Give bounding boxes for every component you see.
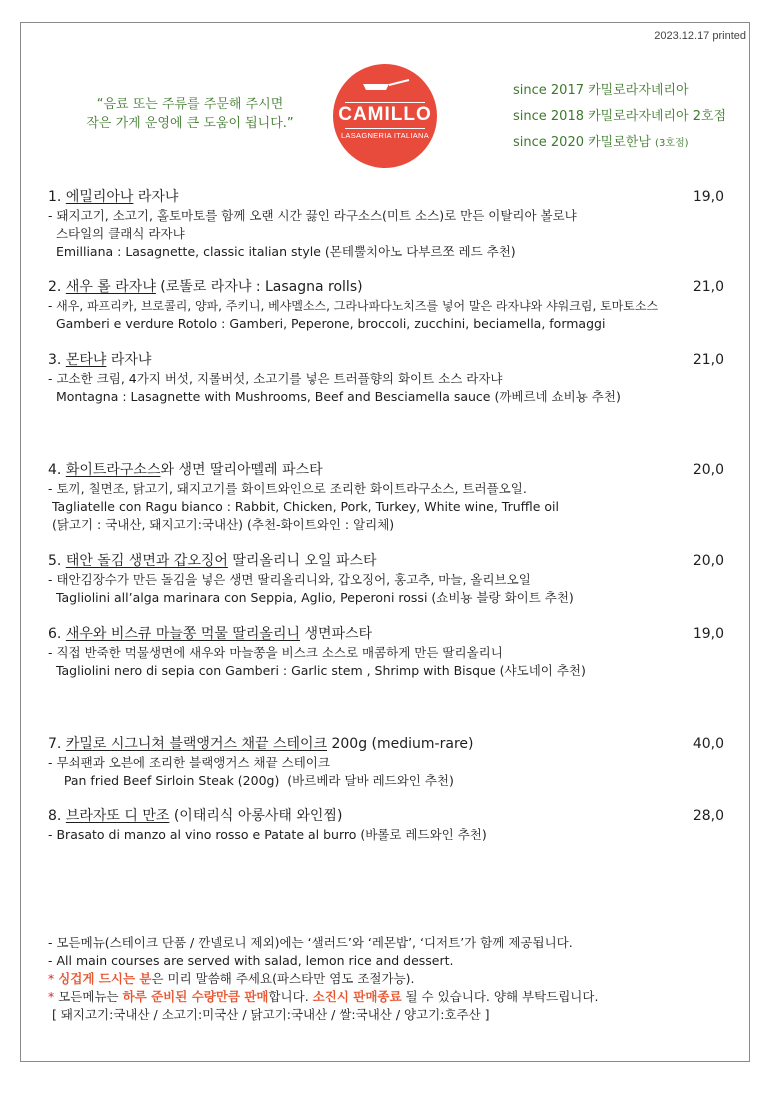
since-line-2: [513, 104, 726, 130]
logo-rule-top: [345, 102, 425, 103]
note-salt-adjust: [48, 970, 738, 988]
item-number: 2.: [48, 279, 62, 295]
item-price: 21,0: [692, 279, 724, 295]
item-price: 28,0: [692, 808, 724, 824]
item-description: Tagliolini all’alga marinara con Seppia, Aglio, Peperoni rossi (쇼비뇽 블랑 화이트 추천): [48, 590, 574, 605]
item-price: 21,0: [692, 352, 724, 368]
note-highlight: 소진시 판매종료: [312, 989, 402, 1004]
menu-item-title: [48, 460, 738, 480]
menu-frame: [20, 22, 750, 1062]
item-description: 스타일의 클래식 라자냐: [48, 226, 185, 241]
quote-line-2: 작은 가게 운영에 큰 도움이 됩니다.”: [86, 116, 294, 131]
item-price: 20,0: [692, 553, 724, 569]
note-highlight: 하루 준비된 수량만큼 판매: [122, 989, 269, 1004]
pan-icon: [359, 78, 411, 92]
item-name-suffix: (로똘로 라자냐 : Lasagna rolls): [155, 279, 363, 295]
menu-item-title: [48, 551, 738, 571]
since-text: since 2020 카밀로한남: [513, 135, 656, 150]
item-number: 3.: [48, 352, 62, 368]
menu-item-title: [48, 734, 738, 754]
menu-item-3: [48, 350, 738, 406]
since-text: since 2017 카밀로라자녜리아: [513, 83, 689, 98]
quote-line-1: “음료 또는 주류를 주문해 주시면: [96, 97, 284, 112]
item-description: (닭고기 : 국내산, 돼지고기:국내산) (추천-화이트와인 : 알리체): [48, 517, 395, 532]
menu-item-7: [48, 734, 738, 790]
note-text: 합니다.: [268, 989, 313, 1004]
menu-notes: [48, 934, 738, 1024]
menu-item-6: [48, 624, 738, 680]
logo-rule-bottom: [345, 128, 425, 129]
note-highlight: 싱겁게 드시는 분: [58, 971, 152, 986]
note-text: 은 미리 말씀해 주세요(파스타만 염도 조절가능).: [151, 971, 415, 986]
item-number: 5.: [48, 553, 62, 569]
menu-item-5: [48, 551, 738, 607]
since-text: since 2018 카밀로라자녜리아 2호점: [513, 109, 727, 124]
item-description: - Brasato di manzo al vino rosso e Patate al burro (바롤로 레드와인 추천): [48, 827, 487, 842]
order-request-quote: [70, 95, 310, 133]
item-price: 19,0: [692, 189, 724, 205]
item-name-suffix: (이태리식 아롱사태 와인찜): [169, 808, 343, 824]
item-description: Tagliatelle con Ragu bianco : Rabbit, Chicken, Pork, Turkey, White wine, Truffle oil: [48, 499, 560, 514]
since-line-3: [513, 130, 726, 157]
note-included-sides-english: - All main courses are served with salad, lemon rice and dessert.: [48, 953, 454, 968]
menu-item-2: [48, 277, 738, 333]
menu-item-title: [48, 277, 738, 297]
item-name: 새우 롤 라자냐: [65, 279, 156, 295]
item-name: 태안 돌김 생면과 갑오징어: [65, 553, 228, 569]
note-origin: [ 돼지고기:국내산 / 소고기:미국산 / 닭고기:국내산 / 쌀:국내산 / 양고기:호주산 ]: [48, 1007, 490, 1022]
item-price: 19,0: [692, 626, 724, 642]
item-description: Pan fried Beef Sirloin Steak (200g) (바르베라 달바 레드와인 추천): [48, 773, 454, 788]
item-name: 카밀로 시그니쳐 블랙앵거스 채끝 스테이크: [65, 736, 328, 752]
item-description: Gamberi e verdure Rotolo : Gamberi, Peperone, broccoli, zucchini, beciamella, formaggi: [48, 316, 606, 331]
note-asterisk: *: [48, 971, 59, 986]
item-name-suffix: 생면파스타: [300, 626, 373, 642]
since-line-1: [513, 78, 726, 104]
item-description: - 무쇠팬과 오븐에 조리한 블랙앵거스 채끝 스테이크: [48, 755, 330, 770]
menu-item-title: [48, 624, 738, 644]
item-description: - 새우, 파프리카, 브로콜리, 양파, 주키니, 베샤멜소스, 그라나파다노치즈를 넣어 말은 라자냐와 샤워크림, 토마토소스: [48, 299, 659, 313]
menu-item-title: [48, 806, 738, 826]
menu-item-title: [48, 350, 738, 370]
item-name: 화이트라구소스: [65, 462, 161, 478]
item-name-suffix: 라자냐: [133, 189, 179, 205]
since-branch-note: (3호점): [655, 138, 689, 149]
item-description: Montagna : Lasagnette with Mushrooms, Beef and Besciamella sauce (까베르네 쇼비뇽 추천): [48, 389, 621, 404]
item-price: 40,0: [692, 736, 724, 752]
item-name: 몬타냐: [65, 352, 107, 368]
item-name-suffix: 와 생면 딸리아뗄레 파스타: [160, 462, 323, 478]
menu-item-4: [48, 460, 738, 534]
item-name: 에밀리아나: [65, 189, 134, 205]
note-text: 될 수 있습니다. 양해 부탁드립니다.: [401, 989, 599, 1004]
item-name-suffix: 딸리올리니 오일 파스타: [227, 553, 377, 569]
item-description: - 고소한 크림, 4가지 버섯, 지롤버섯, 소고기를 넣은 트러플향의 화이트 소스 라자냐: [48, 371, 503, 386]
item-price: 20,0: [692, 462, 724, 478]
item-description: Tagliolini nero di sepia con Gamberi : Garlic stem , Shrimp with Bisque (샤도네이 추천): [48, 663, 586, 678]
logo-name: CAMILLO: [338, 104, 432, 125]
since-history: [513, 78, 726, 157]
note-text: 모든메뉴는: [58, 989, 123, 1004]
item-name: 새우와 비스큐 마늘쫑 먹물 딸리올리니: [65, 626, 300, 642]
menu-item-title: [48, 187, 738, 207]
note-limited-quantity: [48, 988, 738, 1006]
menu-item-8: [48, 806, 738, 844]
printed-date: 2023.12.17 printed: [654, 30, 746, 42]
item-number: 6.: [48, 626, 62, 642]
item-number: 8.: [48, 808, 62, 824]
item-number: 1.: [48, 189, 62, 205]
item-name-suffix: 200g (medium-rare): [327, 736, 474, 752]
item-name-suffix: 라자냐: [106, 352, 152, 368]
item-number: 4.: [48, 462, 62, 478]
item-description: - 태안김장수가 만든 돌김을 넣은 생면 딸리올리니와, 갑오징어, 홍고추, 마늘, 올리브오일: [48, 572, 531, 587]
item-description: - 토끼, 칠면조, 닭고기, 돼지고기를 화이트와인으로 조리한 화이트라구소스, 트러플오일.: [48, 481, 527, 496]
logo-subtitle: LASAGNERIA ITALIANA: [340, 131, 430, 140]
camillo-logo: [333, 64, 437, 168]
item-description: - 돼지고기, 소고기, 홀토마토를 함께 오랜 시간 끓인 라구소스(미트 소스)로 만든 이탈리아 볼로냐: [48, 208, 577, 223]
item-description: Emilliana : Lasagnette, classic italian style (몬테뿔치아노 다부르쪼 레드 추천): [48, 244, 516, 259]
note-included-sides: - 모든메뉴(스테이크 단품 / 깐넬로니 제외)에는 ‘샐러드’와 ‘레몬밥’, ‘디저트’가 함께 제공됩니다.: [48, 935, 573, 950]
item-number: 7.: [48, 736, 62, 752]
note-asterisk: *: [48, 989, 59, 1004]
item-description: - 직접 반죽한 먹물생면에 새우와 마늘쫑을 비스크 소스로 매콤하게 만든 딸리올리니: [48, 645, 503, 660]
menu-item-1: [48, 187, 738, 261]
item-name: 브라자또 디 만조: [65, 808, 170, 824]
